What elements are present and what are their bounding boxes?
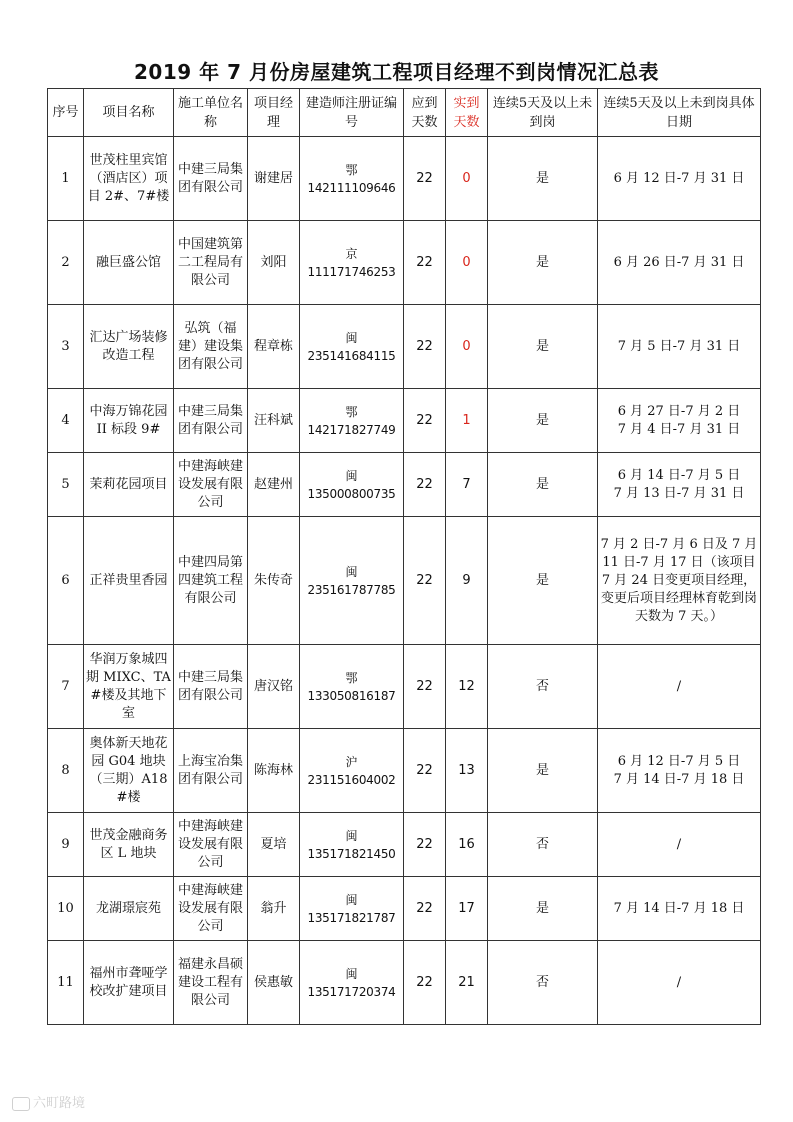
cell-due: 22 [404, 517, 446, 645]
cell-absent5: 否 [488, 941, 598, 1025]
cell-dates: / [598, 813, 761, 877]
cell-no: 1 [48, 137, 84, 221]
cell-no: 11 [48, 941, 84, 1025]
header-row [48, 89, 761, 137]
cell-actual: 12 [446, 645, 488, 729]
reg-province: 鄂 [345, 670, 358, 685]
cell-dates: 6 月 27 日-7 月 2 日 7 月 4 日-7 月 31 日 [598, 389, 761, 453]
cell-due: 22 [404, 453, 446, 517]
cell-dates: 7 月 14 日-7 月 18 日 [598, 877, 761, 941]
cell-reg [300, 453, 404, 517]
reg-number: 142111109646 [307, 180, 396, 195]
cell-no: 9 [48, 813, 84, 877]
cell-company: 中建四局第四建筑工程有限公司 [174, 517, 248, 645]
cell-due: 22 [404, 221, 446, 305]
cell-company: 中建海峡建设发展有限公司 [174, 453, 248, 517]
cell-dates: 7 月 2 日-7 月 6 日及 7 月 11 日-7 月 17 日（该项目 7 月 24 日变更项目经理，变更后项目经理林育乾到岗天数为 7 天。） [598, 517, 761, 645]
table-row [48, 941, 761, 1025]
cell-reg [300, 877, 404, 941]
reg-province: 鄂 [345, 404, 358, 419]
cell-manager: 程章栋 [248, 305, 300, 389]
header-company: 施工单位名称 [174, 89, 248, 137]
cell-no: 3 [48, 305, 84, 389]
cell-project: 中海万锦花园 II 标段 9# [84, 389, 174, 453]
table-row [48, 645, 761, 729]
cell-company: 福建永昌硕建设工程有限公司 [174, 941, 248, 1025]
cell-reg [300, 221, 404, 305]
header-dates: 连续5天及以上未到岗具体日期 [598, 89, 761, 137]
cell-manager: 谢建居 [248, 137, 300, 221]
header-reg: 建造师注册证编号 [300, 89, 404, 137]
reg-province: 闽 [345, 892, 358, 907]
reg-province: 沪 [345, 754, 358, 769]
table-row [48, 305, 761, 389]
cell-company: 上海宝冶集团有限公司 [174, 729, 248, 813]
cell-due: 22 [404, 389, 446, 453]
cell-absent5: 否 [488, 813, 598, 877]
cell-project: 汇达广场装修改造工程 [84, 305, 174, 389]
header-manager: 项目经理 [248, 89, 300, 137]
cell-due: 22 [404, 305, 446, 389]
cell-project: 福州市聋哑学校改扩建项目 [84, 941, 174, 1025]
reg-province: 闽 [345, 468, 358, 483]
cell-no: 6 [48, 517, 84, 645]
cell-no: 7 [48, 645, 84, 729]
cell-reg [300, 517, 404, 645]
cell-absent5: 是 [488, 221, 598, 305]
cell-reg [300, 813, 404, 877]
header-due: 应到天数 [404, 89, 446, 137]
cell-project: 世茂金融商务区 L 地块 [84, 813, 174, 877]
reg-province: 闽 [345, 966, 358, 981]
cell-absent5: 是 [488, 729, 598, 813]
cell-manager: 翁升 [248, 877, 300, 941]
table-row [48, 813, 761, 877]
table-row [48, 729, 761, 813]
header-no: 序号 [48, 89, 84, 137]
reg-province: 闽 [345, 564, 358, 579]
cell-manager: 唐汉铭 [248, 645, 300, 729]
table-row [48, 389, 761, 453]
cell-company: 弘筑（福建）建设集团有限公司 [174, 305, 248, 389]
cell-project: 奥体新天地花园 G04 地块（三期）A18#楼 [84, 729, 174, 813]
cell-reg [300, 305, 404, 389]
cell-manager: 朱传奇 [248, 517, 300, 645]
cell-due: 22 [404, 813, 446, 877]
cell-due: 22 [404, 729, 446, 813]
cell-no: 2 [48, 221, 84, 305]
cell-absent5: 是 [488, 305, 598, 389]
cell-company: 中建三局集团有限公司 [174, 645, 248, 729]
cell-no: 4 [48, 389, 84, 453]
table-row [48, 517, 761, 645]
cell-absent5: 否 [488, 645, 598, 729]
cell-due: 22 [404, 941, 446, 1025]
reg-number: 135171720374 [307, 984, 396, 999]
header-actual: 实到天数 [446, 89, 488, 137]
cell-dates: 6 月 26 日-7 月 31 日 [598, 221, 761, 305]
cell-reg [300, 389, 404, 453]
cell-company: 中建海峡建设发展有限公司 [174, 877, 248, 941]
cell-actual: 7 [446, 453, 488, 517]
cell-dates: 6 月 14 日-7 月 5 日 7 月 13 日-7 月 31 日 [598, 453, 761, 517]
cell-manager: 赵建州 [248, 453, 300, 517]
cell-due: 22 [404, 137, 446, 221]
page-title: 2019 年 7 月份房屋建筑工程项目经理不到岗情况汇总表 [134, 60, 659, 84]
cell-manager: 夏培 [248, 813, 300, 877]
cell-reg [300, 645, 404, 729]
table-row [48, 137, 761, 221]
cell-actual: 9 [446, 517, 488, 645]
table-row [48, 221, 761, 305]
reg-province: 闽 [345, 828, 358, 843]
watermark [12, 1092, 85, 1111]
cell-absent5: 是 [488, 389, 598, 453]
cell-company: 中国建筑第二工程局有限公司 [174, 221, 248, 305]
reg-number: 135000800735 [307, 486, 396, 501]
cell-reg [300, 729, 404, 813]
cell-actual: 0 [446, 305, 488, 389]
cell-absent5: 是 [488, 517, 598, 645]
cell-due: 22 [404, 877, 446, 941]
cell-dates: 7 月 5 日-7 月 31 日 [598, 305, 761, 389]
cell-dates: 6 月 12 日-7 月 5 日 7 月 14 日-7 月 18 日 [598, 729, 761, 813]
reg-number: 231151604002 [307, 772, 396, 787]
reg-number: 135171821787 [307, 910, 396, 925]
cell-dates: 6 月 12 日-7 月 31 日 [598, 137, 761, 221]
cell-manager: 刘阳 [248, 221, 300, 305]
table-body [48, 137, 761, 1025]
reg-province: 京 [345, 246, 358, 261]
reg-number: 235141684115 [307, 348, 396, 363]
cell-actual: 17 [446, 877, 488, 941]
cell-actual: 0 [446, 137, 488, 221]
cell-due: 22 [404, 645, 446, 729]
cell-reg [300, 941, 404, 1025]
watermark-text: 六町路境 [33, 1096, 86, 1111]
header-absent5: 连续5天及以上未到岗 [488, 89, 598, 137]
cell-company: 中建三局集团有限公司 [174, 389, 248, 453]
reg-province: 鄂 [345, 162, 358, 177]
reg-number: 135171821450 [307, 846, 396, 861]
reg-number: 142171827749 [307, 422, 396, 437]
cell-manager: 汪科斌 [248, 389, 300, 453]
cell-no: 5 [48, 453, 84, 517]
table-row [48, 453, 761, 517]
cell-actual: 1 [446, 389, 488, 453]
reg-number: 235161787785 [307, 582, 396, 597]
cell-manager: 陈海林 [248, 729, 300, 813]
cell-project: 华润万象城四期 MIXC、TA#楼及其地下室 [84, 645, 174, 729]
cell-dates: / [598, 941, 761, 1025]
cell-absent5: 是 [488, 877, 598, 941]
summary-table [47, 88, 761, 1025]
reg-province: 闽 [345, 330, 358, 345]
cell-actual: 21 [446, 941, 488, 1025]
cell-company: 中建海峡建设发展有限公司 [174, 813, 248, 877]
table-row [48, 877, 761, 941]
cell-actual: 13 [446, 729, 488, 813]
cell-absent5: 是 [488, 137, 598, 221]
cell-project: 龙湖璟宸苑 [84, 877, 174, 941]
cell-actual: 16 [446, 813, 488, 877]
cell-company: 中建三局集团有限公司 [174, 137, 248, 221]
cell-project: 融巨盛公馆 [84, 221, 174, 305]
cell-project: 茉莉花园项目 [84, 453, 174, 517]
reg-number: 111171746253 [307, 264, 396, 279]
cell-reg [300, 137, 404, 221]
cell-no: 8 [48, 729, 84, 813]
cell-project: 世茂柱里宾馆（酒店区）项目 2#、7#楼 [84, 137, 174, 221]
cell-actual: 0 [446, 221, 488, 305]
header-project: 项目名称 [84, 89, 174, 137]
camera-icon [12, 1097, 30, 1111]
cell-dates: / [598, 645, 761, 729]
cell-manager: 侯惠敏 [248, 941, 300, 1025]
cell-no: 10 [48, 877, 84, 941]
cell-project: 正祥贵里香园 [84, 517, 174, 645]
cell-absent5: 是 [488, 453, 598, 517]
reg-number: 133050816187 [307, 688, 396, 703]
